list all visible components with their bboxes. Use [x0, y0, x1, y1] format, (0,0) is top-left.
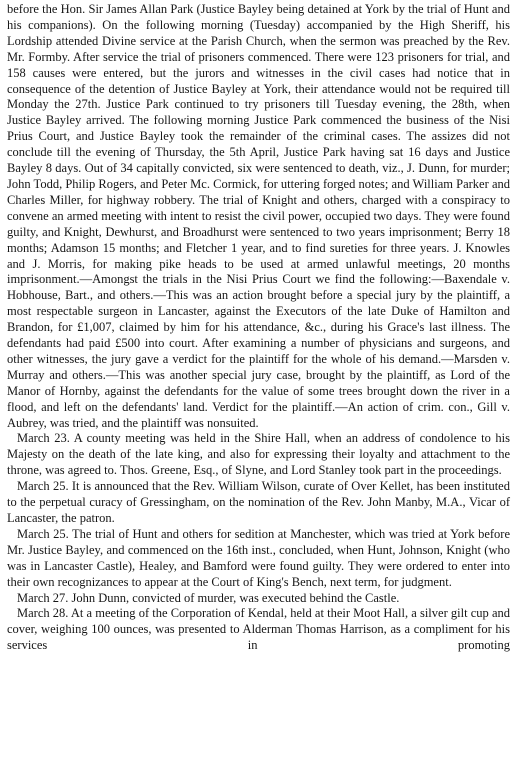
paragraph-march-28-kendal-corporation: March 28. At a meeting of the Corporation of Kendal, held at their Moot Hall, a silver gilt cup and cover, weighing 100 ounces, was presented to Alderman Thomas Harrison, as a compliment for his services in promoting: [7, 606, 510, 653]
paragraph-march-23-county-meeting: March 23. A county meeting was held in the Shire Hall, when an address of condolence to his Majesty on the death of the late king, and also for expressing their loyalty and attachment to the throne, was agreed to. Thos. Greene, Esq., of Slyne, and Lord Stanley took part in the proceedings.: [7, 431, 510, 478]
paragraph-march-25-hunt-trial: March 25. The trial of Hunt and others for sedition at Manchester, which was tried at York before Mr. Justice Bayley, and commenced on the 16th inst., concluded, when Hunt, Johnson, Knight (who was in Lancaster Castle), Healey, and Bamford were found guilty. They were ordered to enter into their own recognizances to appear at the Court of King's Bench, next term, for judgment.: [7, 526, 510, 589]
document-page: [7, 2, 510, 654]
paragraph-assizes-report: before the Hon. Sir James Allan Park (Justice Bayley being detained at York by the trial of Hunt and his companions). On the following morning (Tuesday) accompanied by the High Sheriff, his Lordship attended Divine service at the Parish Church, when the sermon was preached by the Rev. Mr. Formby. After service the trial of prisoners commenced. There were 123 prisoners for trial, and 158 causes were entered, but the jurors and witnesses in the civil cases had notice that in consequence of the detention of Justice Bayley at York, their attendance would not be required till Monday the 27th. Justice Park continued to try prisoners till Tuesday evening, the 28th, when Justice Bayley arrived. The following morning Justice Park commenced the business of the Nisi Prius Court, and Justice Bayley took the remainder of the criminal cases. The assizes did not conclude till the evening of Thursday, the 5th April, Justice Park having sat 16 days and Justice Bayley 8 days. Out of 34 capitally convicted, six were sentenced to death, viz., J. Dunn, for murder; John Todd, Philip Rogers, and Peter Mc. Cormick, for uttering forged notes; and William Parker and Charles Miller, for highway robbery. The trial of Knight and others, charged with a conspiracy to convene an armed meeting with intent to resist the civil power, occupied two days. They were found guilty, and Knight, Dewhurst, and Broadhurst were sentenced to two years imprisonment; Berry 18 months; Adamson 15 months; and Fletcher 1 year, and to find sureties for three years. J. Knowles and J. Morris, for making pike heads to be used at armed unlawful meetings, 20 months imprisonment.—Amongst the trials in the Nisi Prius Court we find the following:—Baxendale v. Hobhouse, Bart., and others.—This was an action brought before a special jury by the plaintiff, a most respectable surgeon in Lancaster, against the Executors of the late Duke of Hamilton and Brandon, for £1,007, claimed by him for his attendance, &c., during his Grace's last illness. The defendants had paid £500 into court. After examining a number of physicians and surgeons, and other witnesses, the jury gave a verdict for the plaintiff for the whole of his demand.—Marsden v. Murray and others.—This was another special jury case, brought by the plaintiff, as Lord of the Manor of Hornby, against the defendants for the value of some trees brought down the river in a flood, and left on the defendants' land. Verdict for the plaintiff.—An action of crim. con., Gill v. Aubrey, was tried, and the plaintiff was nonsuited.: [7, 2, 510, 430]
paragraph-march-25-curacy: March 25. It is announced that the Rev. William Wilson, curate of Over Kellet, has been instituted to the perpetual curacy of Gressingham, on the nomination of the Rev. John Manby, M.A., Vicar of Lancaster, the patron.: [7, 479, 510, 525]
paragraph-march-27-execution: March 27. John Dunn, convicted of murder, was executed behind the Castle.: [17, 590, 400, 605]
